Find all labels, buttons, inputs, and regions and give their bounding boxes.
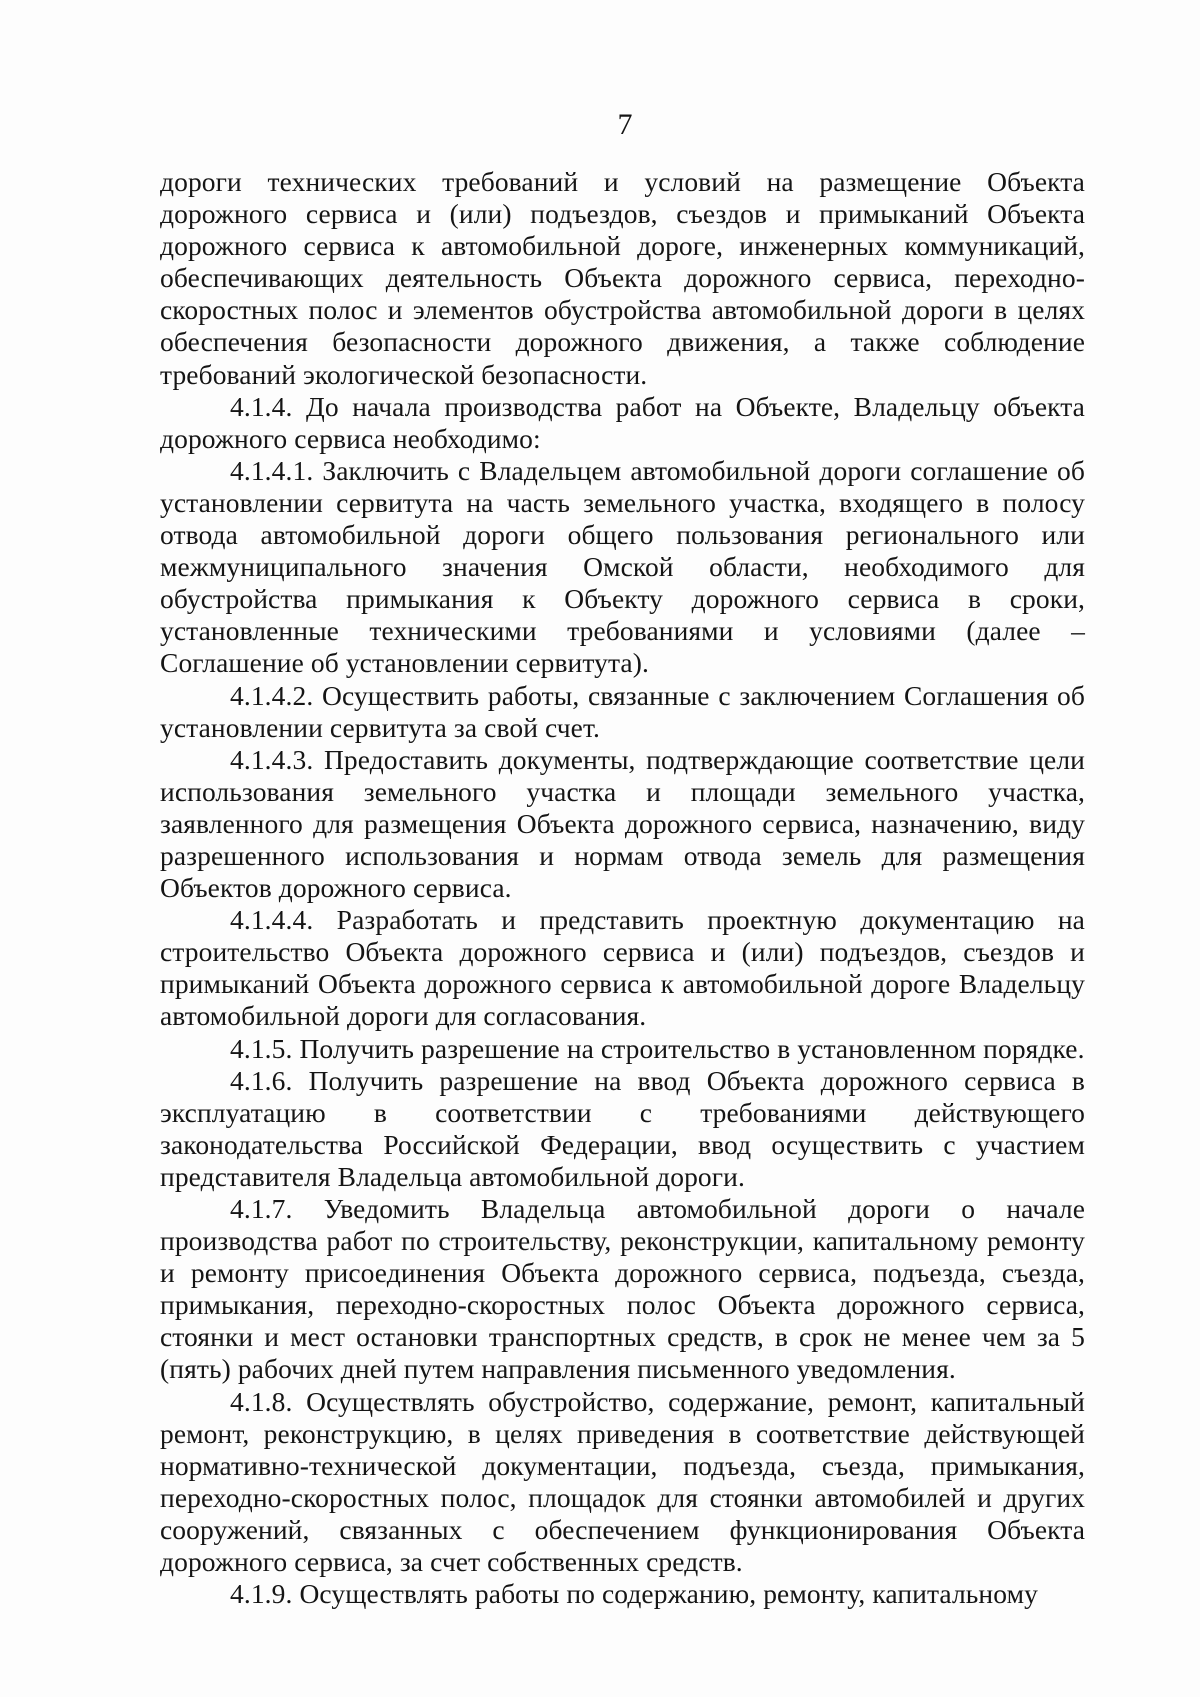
paragraph-4-1-4-1: 4.1.4.1. Заключить с Владельцем автомобильной дороги соглашение об установлении сервитута на часть земельного участка, входящего в полосу отвода автомобильной дороги общего пользования регионального или межмуниципального значения Омской области, необходимого для обустройства примыкания к Объекту дорожного сервиса в сроки, установленные техническими требованиями и условиями (далее – Соглашение об установлении сервитута). (160, 454, 1085, 679)
paragraph-4-1-8: 4.1.8. Осуществлять обустройство, содержание, ремонт, капитальный ремонт, реконструкцию, в целях приведения в соответствие действующей нормативно-технической документации, подъезда, съезда, примыкания, переходно-скоростных полос, площадок для стоянки автомобилей и других сооружений, связанных с обеспечением функционирования Объекта дорожного сервиса, за счет собственных средств. (160, 1385, 1085, 1578)
document-body (160, 166, 1085, 1610)
paragraph-4-1-4-4: 4.1.4.4. Разработать и представить проектную документацию на строительство Объекта дорожного сервиса и (или) подъездов, съездов и примыканий Объекта дорожного сервиса к автомобильной дороге Владельцу автомобильной дороги для согласования. (160, 904, 1085, 1032)
paragraph-4-1-9: 4.1.9. Осуществлять работы по содержанию, ремонту, капитальному (230, 1578, 1038, 1610)
paragraph-4-1-4-3: 4.1.4.3. Предоставить документы, подтверждающие соответствие цели использования земельного участка и площади земельного участка, заявленного для размещения Объекта дорожного сервиса, назначению, виду разрешенного использования и нормам отвода земель для размещения Объектов дорожного сервиса. (160, 743, 1085, 904)
paragraph-4-1-6: 4.1.6. Получить разрешение на ввод Объекта дорожного сервиса в эксплуатацию в соответствии с требованиями действующего законодательства Российской Федерации, ввод осуществить с участием представителя Владельца автомобильной дороги. (160, 1064, 1085, 1192)
paragraph-4-1-4: 4.1.4. До начала производства работ на Объекте, Владельцу объекта дорожного сервиса необходимо: (160, 390, 1085, 454)
paragraph-continuation: дороги технических требований и условий на размещение Объекта дорожного сервиса и (или) подъездов, съездов и примыканий Объекта дорожного сервиса к автомобильной дороге, инженерных коммуникаций, обеспечивающих деятельность Объекта дорожного сервиса, переходно-скоростных полос и элементов обустройства автомобильной дороги в целях обеспечения безопасности дорожного движения, а также соблюдение требований экологической безопасности. (160, 166, 1085, 390)
paragraph-4-1-4-2: 4.1.4.2. Осуществить работы, связанные с заключением Соглашения об установлении сервитута за свой счет. (160, 679, 1085, 743)
paragraph-4-1-7: 4.1.7. Уведомить Владельца автомобильной дороги о начале производства работ по строительству, реконструкции, капитальному ремонту и ремонту присоединения Объекта дорожного сервиса, подъезда, съезда, примыкания, переходно-скоростных полос Объекта дорожного сервиса, стоянки и мест остановки транспортных средств, в срок не менее чем за 5 (пять) рабочих дней путем направления письменного уведомления. (160, 1193, 1085, 1385)
page-number: 7 (617, 108, 633, 141)
paragraph-4-1-5: 4.1.5. Получить разрешение на строительство в установленном порядке. (230, 1032, 1085, 1064)
